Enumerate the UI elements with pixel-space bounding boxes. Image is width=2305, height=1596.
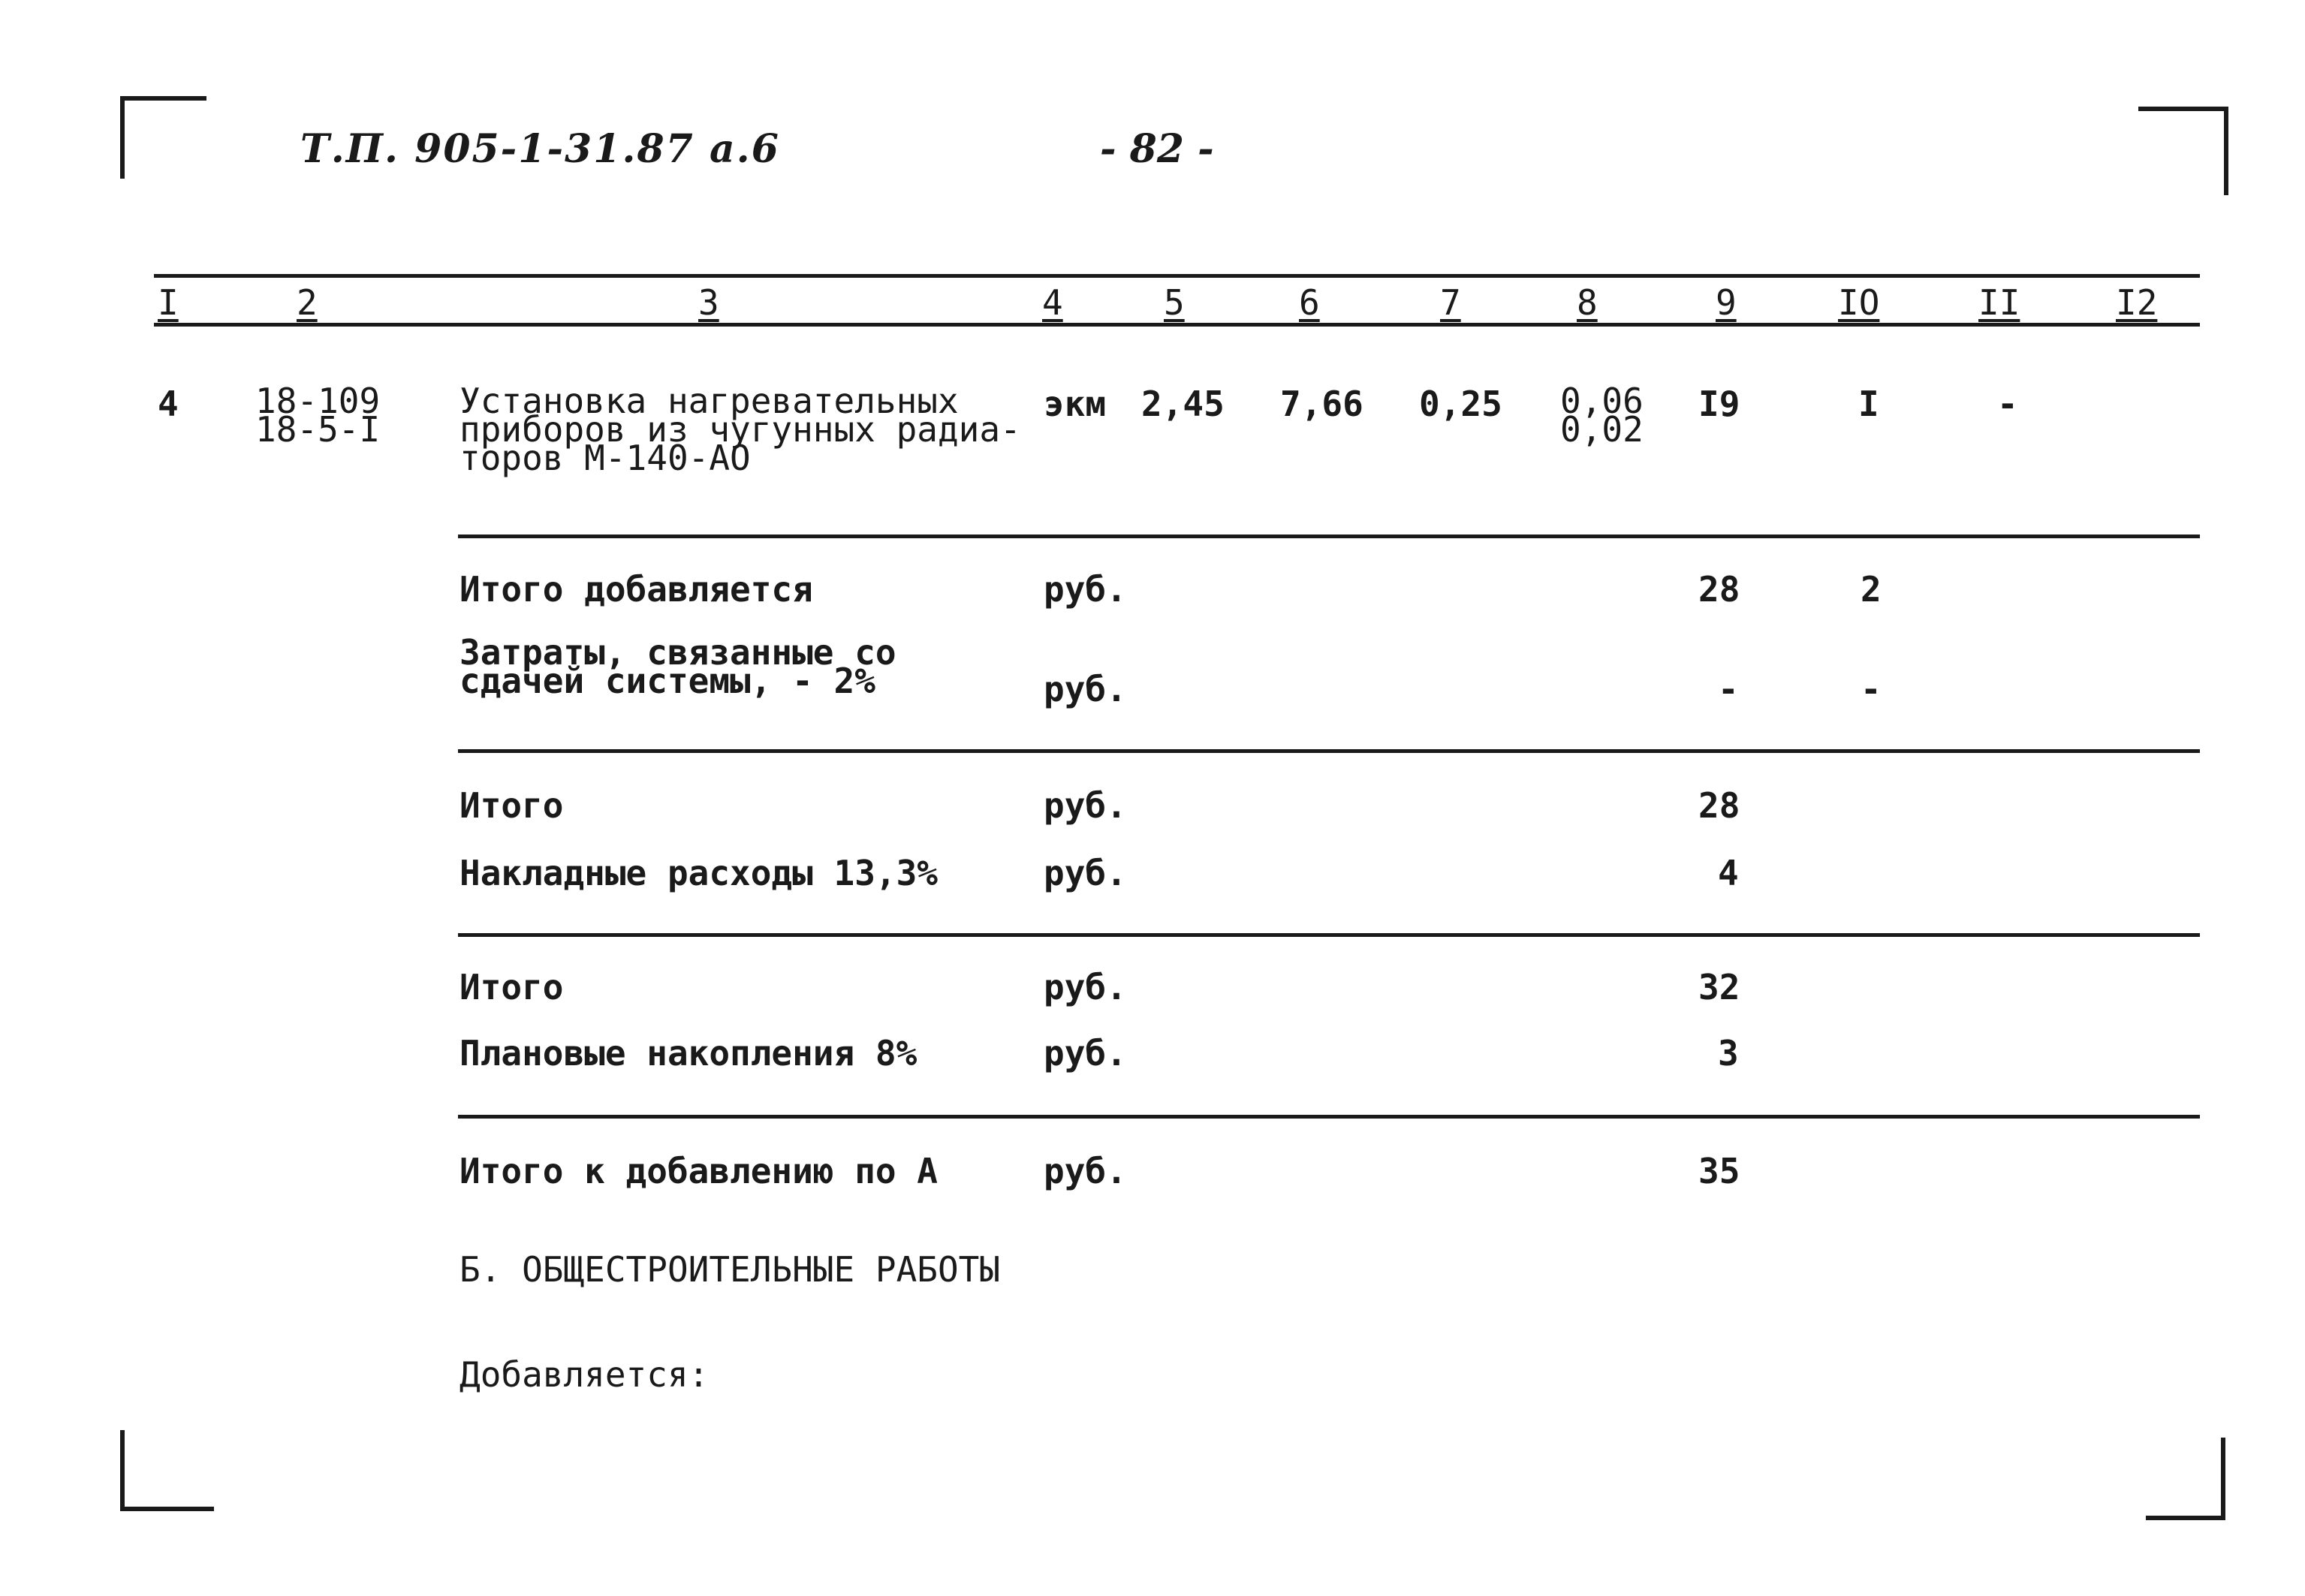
document-code: Т.П. 905-1-31.87 а.6 xyxy=(300,126,780,172)
row-col-9: - xyxy=(1718,669,1739,709)
row-unit: руб. xyxy=(1044,967,1127,1007)
row-label: Итого xyxy=(459,967,564,1007)
section-rule-3 xyxy=(458,933,2200,937)
row-unit: руб. xyxy=(1044,785,1127,826)
column-header-8: 8 xyxy=(1577,282,1598,323)
row-col-9: 28 xyxy=(1698,569,1740,610)
item-number: 4 xyxy=(158,384,179,424)
item-col-9: I9 xyxy=(1698,384,1740,424)
item-col-6: 7,66 xyxy=(1280,384,1363,424)
row-col-9: 32 xyxy=(1698,967,1740,1007)
column-header-6: 6 xyxy=(1299,282,1320,323)
row-label: Накладные расходы 13,3% xyxy=(459,853,938,893)
header-top-rule xyxy=(154,274,2200,278)
header-bottom-rule xyxy=(154,323,2200,327)
row-label: Затраты, связанные со сдачей системы, - 2% xyxy=(459,632,896,701)
row-label: Плановые накопления 8% xyxy=(459,1033,917,1074)
column-header-4: 4 xyxy=(1042,282,1063,323)
item-col-11: - xyxy=(1997,384,2018,424)
row-col-9: 35 xyxy=(1698,1151,1740,1191)
item-unit: экм xyxy=(1044,384,1107,424)
row-col-10: - xyxy=(1861,669,1882,709)
section-rule-4 xyxy=(458,1115,2200,1119)
row-label: Итого xyxy=(459,785,564,826)
column-header-9: 9 xyxy=(1716,282,1737,323)
row-unit: руб. xyxy=(1044,669,1127,709)
row-label: Итого добавляется xyxy=(459,569,813,610)
item-col-10: I xyxy=(1858,384,1879,424)
row-col-9: 4 xyxy=(1718,853,1739,893)
item-codes: 18-109 18-5-I xyxy=(255,381,381,450)
row-col-9: 28 xyxy=(1698,785,1740,826)
row-label: Итого к добавлению по А xyxy=(459,1151,938,1191)
column-header-3: 3 xyxy=(698,282,719,323)
row-unit: руб. xyxy=(1044,853,1127,893)
page-number: - 82 - xyxy=(1100,126,1214,172)
section-rule-2 xyxy=(458,749,2200,753)
row-col-9: 3 xyxy=(1718,1033,1739,1074)
column-header-7: 7 xyxy=(1440,282,1461,323)
section-rule-1 xyxy=(458,535,2200,538)
item-col-5: 2,45 xyxy=(1141,384,1225,424)
row-unit: руб. xyxy=(1044,1033,1127,1074)
column-header-1: I xyxy=(158,282,179,323)
row-unit: руб. xyxy=(1044,569,1127,610)
column-header-12: I2 xyxy=(2116,282,2158,323)
row-unit: руб. xyxy=(1044,1151,1127,1191)
section-added-label: Добавляется: xyxy=(459,1354,710,1395)
column-header-5: 5 xyxy=(1164,282,1185,323)
item-col-8: 0,06 0,02 xyxy=(1560,381,1644,450)
item-description: Установка нагревательных приборов из чугунных радиа- торов М-140-АО xyxy=(459,381,1021,478)
column-header-2: 2 xyxy=(297,282,318,323)
item-col-7: 0,25 xyxy=(1419,384,1502,424)
column-header-11: II xyxy=(1978,282,2020,323)
column-header-10: IO xyxy=(1838,282,1880,323)
section-heading: Б. ОБЩЕСТРОИТЕЛЬНЫЕ РАБОТЫ xyxy=(459,1249,1001,1290)
row-col-10: 2 xyxy=(1861,569,1882,610)
